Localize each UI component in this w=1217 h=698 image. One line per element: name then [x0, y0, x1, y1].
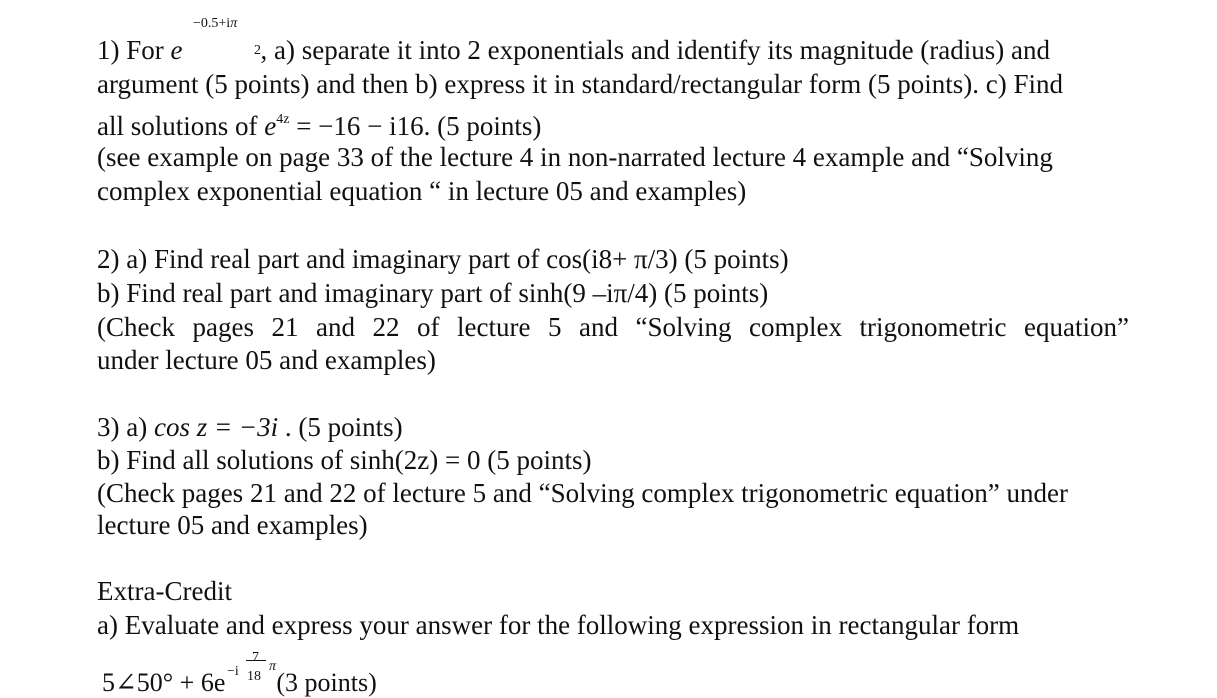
problem2-line3-word: trigonometric — [859, 312, 1007, 342]
exponent-fraction-denominator: 2 — [254, 43, 261, 58]
exponent-fraction-bar — [246, 660, 266, 661]
problem2-line3-word: 5 — [548, 312, 562, 342]
extra-credit-expression — [102, 650, 377, 698]
equation-exponent: 4z — [276, 112, 290, 127]
problem2-line3-word: (Check — [97, 312, 175, 342]
problem2-line3-word: of — [417, 312, 440, 342]
extra-credit-line-a: a) Evaluate and express your answer for the following expression in rectangular form — [97, 610, 1020, 640]
exponent-sign: −i — [227, 664, 239, 679]
problem3-equation: cos z = −3i — [153, 412, 279, 442]
problem1-line3-suffix: . (5 points) — [423, 111, 542, 141]
problem2-line3-word: pages — [192, 312, 254, 342]
problem3-line-4: lecture 05 and examples) — [97, 510, 368, 540]
problem1-line3-prefix: all solutions of — [97, 111, 265, 141]
exponent-pi: π — [269, 659, 277, 674]
problem1-line-4: (see example on page 33 of the lecture 4 in non-narrated lecture 4 example and “Solving — [97, 142, 1053, 172]
extra-credit-heading: Extra-Credit — [97, 576, 232, 606]
problem1-line-2: argument (5 points) and then b) express it in standard/rectangular form (5 points). c) Find — [97, 69, 1064, 99]
problem2-line3-word: complex — [749, 312, 843, 342]
problem2-line3-word: 22 — [372, 312, 400, 342]
equation-rhs: = −16 − i16 — [289, 111, 424, 141]
problem3-points: . (5 points) — [278, 412, 403, 442]
problem2-line3-word: lecture — [457, 312, 531, 342]
problem2-line-3 — [97, 312, 1129, 342]
problem3-prefix: 3) a) — [97, 412, 154, 442]
problem3-line-1 — [97, 412, 403, 442]
problem1-line1-text: , a) separate it into 2 exponentials and identify its magnitude (radius) and — [260, 35, 1051, 65]
problem2-line-2: b) Find real part and imaginary part of sinh(9 –iπ/4) (5 points) — [97, 278, 769, 308]
problem2-line3-word: equation” — [1024, 312, 1129, 342]
e-base: e — [170, 35, 183, 65]
problem2-line3-word: and — [316, 312, 355, 342]
equation-base: e — [264, 111, 277, 141]
problem2-line3-word: 21 — [271, 312, 299, 342]
expression-main: 5∠50° + 6e — [102, 668, 226, 697]
problem1-exponent — [193, 16, 237, 32]
expression-points: (3 points) — [276, 668, 377, 697]
problem2-line-4: under lecture 05 and examples) — [97, 345, 436, 375]
exponent-denominator: 18 — [247, 669, 261, 684]
problem1-line-1 — [97, 35, 1050, 65]
problem2-line3-word: and — [579, 312, 618, 342]
problem3-line-2: b) Find all solutions of sinh(2z) = 0 (5 points) — [97, 445, 592, 475]
problem1-line-5: complex exponential equation “ in lecture 05 and examples) — [97, 176, 747, 206]
problem3-line-3: (Check pages 21 and 22 of lecture 5 and “Solving complex trigonometric equation” under — [97, 478, 1068, 508]
exponent-numerator: 7 — [252, 650, 259, 665]
problem1-prefix: 1) For — [97, 35, 171, 65]
exponent-top: −0.5+i — [193, 16, 231, 31]
problem2-line-1: 2) a) Find real part and imaginary part of cos(i8+ π/3) (5 points) — [97, 244, 789, 274]
exponent-fraction-numerator: π — [230, 16, 238, 31]
problem2-line3-word: “Solving — [635, 312, 732, 342]
